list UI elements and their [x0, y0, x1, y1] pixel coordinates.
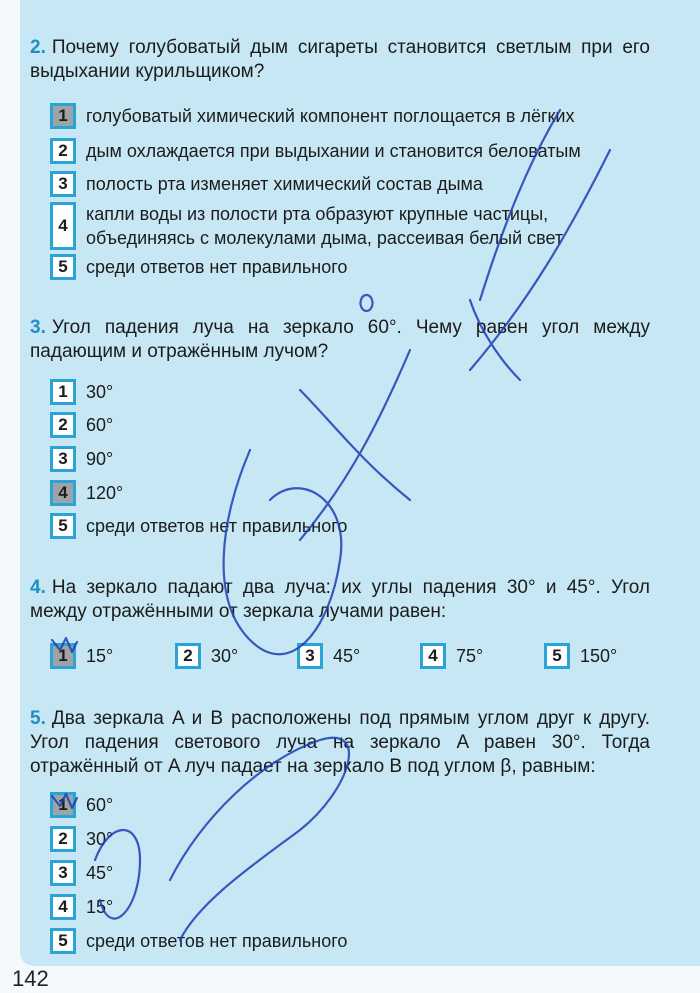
q4-option-3[interactable] [297, 643, 360, 669]
option-label: среди ответов нет правильного [86, 931, 348, 951]
option-label: 150° [580, 645, 618, 666]
option-label: голубоватый химический компонент поглощается в лёгких [86, 106, 575, 126]
option-label: среди ответов нет правильного [86, 516, 348, 536]
option-number-box[interactable]: 5 [50, 513, 76, 539]
option-number-box[interactable]: 4 [50, 480, 76, 506]
question-text: Угол падения луча на зеркало 60°. Чему равен угол между падающим и отражённым лучом? [30, 317, 650, 362]
option-number-box[interactable]: 2 [50, 412, 76, 438]
q3-option-3[interactable] [50, 446, 113, 472]
q4-option-4[interactable] [420, 643, 483, 669]
question-text: На зеркало падают два луча: их углы падения 30° и 45°. Угол между отражёнными от зеркала лучами равен: [30, 577, 650, 622]
option-label: 15° [86, 897, 114, 917]
question-text: Почему голубоватый дым сигареты становится светлым при его выдыхании курильщиком? [30, 37, 650, 82]
q2-option-3[interactable] [50, 171, 483, 197]
question-number: 3. [30, 317, 46, 338]
option-label: 30° [211, 645, 239, 666]
q5-option-5[interactable] [50, 928, 347, 954]
question-5 [30, 707, 650, 779]
option-label: 120° [86, 483, 124, 503]
question-2 [30, 36, 650, 84]
q3-option-1[interactable] [50, 379, 113, 405]
option-number-box[interactable]: 3 [50, 860, 76, 886]
q4-option-2[interactable] [175, 643, 238, 669]
q3-option-4[interactable] [50, 480, 123, 506]
option-label: 30° [86, 829, 114, 849]
option-number-box[interactable]: 3 [50, 446, 76, 472]
option-number-box[interactable]: 3 [297, 643, 323, 669]
question-text: Два зеркала A и B расположены под прямым углом друг к другу. Угол падения светового луча на зеркало A равен 30°. Тогда отражённый от A луч падает на зеркало B под углом β, равным: [30, 708, 650, 777]
option-label: 15° [86, 645, 114, 666]
option-number-box[interactable]: 3 [50, 171, 76, 197]
question-4 [30, 576, 650, 624]
q5-option-2[interactable] [50, 826, 113, 852]
q5-option-4[interactable] [50, 894, 113, 920]
q2-option-1[interactable] [50, 103, 574, 129]
option-label: среди ответов нет правильного [86, 257, 348, 277]
option-label: 60° [86, 415, 114, 435]
option-label: 90° [86, 449, 114, 469]
option-number-box[interactable]: 1 [50, 103, 76, 129]
question-number: 2. [30, 37, 46, 58]
option-label: 45° [86, 863, 114, 883]
option-label: 60° [86, 795, 114, 815]
option-number-box[interactable]: 1 [50, 379, 76, 405]
option-label: капли воды из полости рта образуют крупные частицы, объединяясь с молекулами дыма, рассеивая белый свет [86, 204, 564, 248]
q2-option-5[interactable] [50, 254, 347, 280]
option-number-box[interactable]: 5 [50, 928, 76, 954]
q4-option-1[interactable] [50, 643, 113, 669]
option-number-box[interactable]: 2 [175, 643, 201, 669]
option-number-box[interactable]: 4 [50, 894, 76, 920]
page-number: 142 [12, 966, 49, 991]
option-number-box[interactable]: 2 [50, 138, 76, 164]
option-number-box[interactable]: 5 [50, 254, 76, 280]
option-number-box[interactable]: 4 [420, 643, 446, 669]
option-number-box[interactable]: 4 [50, 202, 76, 250]
option-label: 45° [333, 645, 361, 666]
q3-option-2[interactable] [50, 412, 113, 438]
q2-option-2[interactable] [50, 138, 581, 164]
option-label: дым охлаждается при выдыхании и становится беловатым [86, 141, 581, 161]
option-label: 75° [456, 645, 484, 666]
option-number-box[interactable]: 5 [544, 643, 570, 669]
option-number-box[interactable]: 1 [50, 643, 76, 669]
q2-option-4[interactable] [50, 202, 640, 250]
option-number-box[interactable]: 1 [50, 792, 76, 818]
q5-option-3[interactable] [50, 860, 113, 886]
q5-option-1[interactable] [50, 792, 113, 818]
question-number: 4. [30, 577, 46, 598]
question-number: 5. [30, 708, 46, 729]
option-label: полость рта изменяет химический состав дыма [86, 174, 483, 194]
q3-option-5[interactable] [50, 513, 347, 539]
question-3 [30, 316, 650, 364]
q4-option-5[interactable] [544, 643, 617, 669]
option-label: 30° [86, 382, 114, 402]
option-number-box[interactable]: 2 [50, 826, 76, 852]
